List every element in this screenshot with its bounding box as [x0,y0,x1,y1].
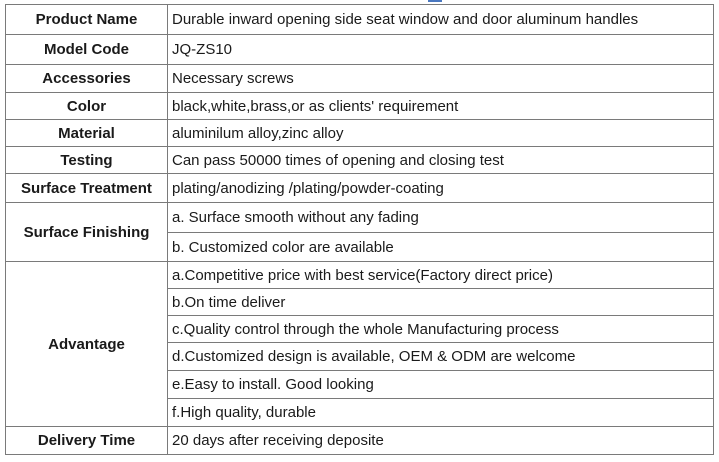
row-label: Accessories [6,65,168,93]
row-value: black,white,brass,or as clients' requirement [168,93,714,120]
row-label: Surface Finishing [6,203,168,262]
row-value: JQ-ZS10 [168,35,714,65]
row-value: a.Competitive price with best service(Factory direct price) [168,262,714,289]
table-row [6,35,714,65]
row-value: c.Quality control through the whole Manufacturing process [168,316,714,343]
table-row [6,120,714,147]
row-label: Color [6,93,168,120]
table-row [6,174,714,203]
row-label: Model Code [6,35,168,65]
table-row [6,427,714,455]
row-label: Product Name [6,5,168,35]
row-value: d.Customized design is available, OEM & ODM are welcome [168,343,714,371]
top-edge-fragment [428,0,442,2]
row-value: 20 days after receiving deposite [168,427,714,455]
row-value: Necessary screws [168,65,714,93]
row-value: Can pass 50000 times of opening and closing test [168,147,714,174]
row-value: a. Surface smooth without any fading [168,203,714,233]
row-value: b.On time deliver [168,289,714,316]
row-label: Advantage [6,262,168,427]
row-value: f.High quality, durable [168,399,714,427]
row-value: Durable inward opening side seat window and door aluminum handles [168,5,714,35]
row-label: Surface Treatment [6,174,168,203]
table-row [6,93,714,120]
row-value: b. Customized color are available [168,233,714,262]
table-row [6,147,714,174]
row-label: Delivery Time [6,427,168,455]
row-value: e.Easy to install. Good looking [168,371,714,399]
product-spec-table [5,4,714,455]
row-value: plating/anodizing /plating/powder-coating [168,174,714,203]
table-row [6,203,714,233]
row-label: Material [6,120,168,147]
table-row [6,262,714,289]
table-row [6,5,714,35]
table-row [6,65,714,93]
row-value: aluminilum alloy,zinc alloy [168,120,714,147]
row-label: Testing [6,147,168,174]
